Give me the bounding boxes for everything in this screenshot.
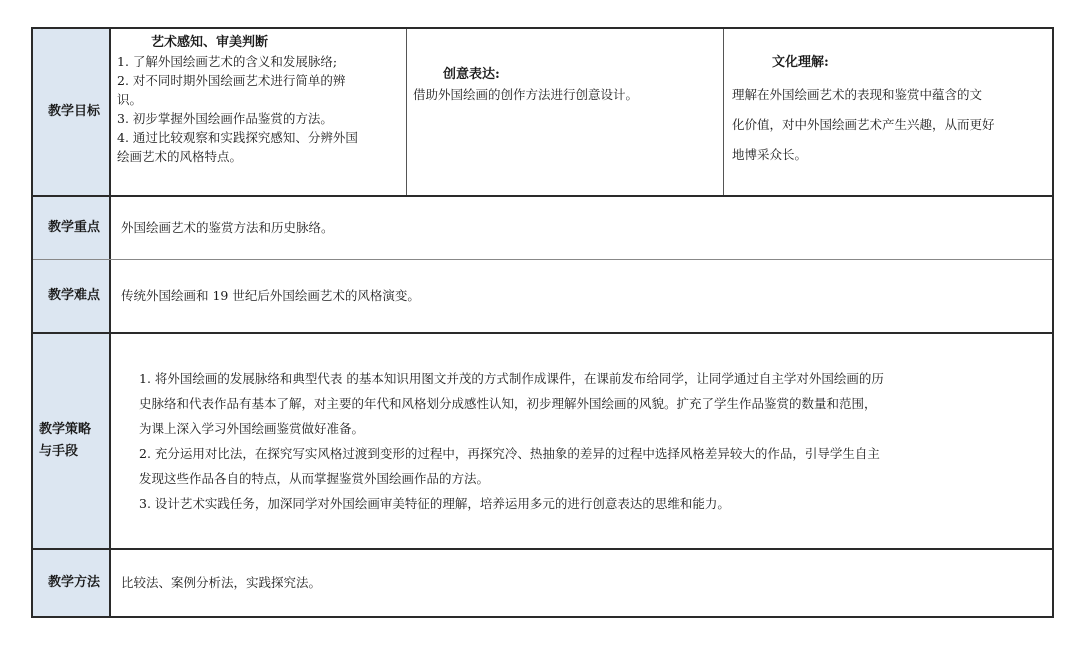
creative-objective-cell — [407, 29, 724, 195]
aesthetic-line: 1. 了解外国绘画艺术的含义和发展脉络; — [117, 54, 338, 69]
strategy-label-line: 教学策略 — [39, 422, 92, 437]
aesthetic-objectives-cell — [111, 29, 407, 195]
difficulties-text: 传统外国绘画和 19 世纪后外国绘画艺术的风格演变。 — [121, 288, 420, 303]
creative-text: 借助外国绘画的创作方法进行创意设计。 — [413, 87, 639, 102]
creative-heading: 创意表达: — [443, 67, 500, 82]
strategy-line: 史脉络和代表作品有基本了解，对主要的年代和风格划分成感性认知，初步理解外国绘画的风貌。扩充了学生作品鉴赏的数量和范围， — [139, 396, 877, 411]
key-points-row — [33, 197, 1052, 259]
objectives-row — [33, 29, 1052, 195]
aesthetic-line: 识。 — [117, 92, 143, 107]
cultural-line: 理解在外国绘画艺术的表现和鉴赏中蕴含的文 — [732, 87, 983, 102]
objectives-label: 教学目标 — [33, 29, 111, 195]
aesthetic-line: 绘画艺术的风格特点。 — [117, 149, 243, 164]
strategy-line: 为课上深入学习外国绘画鉴赏做好准备。 — [139, 421, 365, 436]
cultural-line: 化价值，对中外国绘画艺术产生兴趣，从而更好 — [732, 117, 995, 132]
strategy-row — [33, 334, 1052, 548]
difficulties-label: 教学难点 — [33, 260, 111, 332]
methods-label: 教学方法 — [33, 550, 111, 616]
strategy-line: 2. 充分运用对比法，在探究写实风格过渡到变形的过程中，再探究冷、热抽象的差异的过程中选择风格差异较大的作品，引导学生自主 — [139, 446, 880, 461]
strategy-line: 发现这些作品各自的特点，从而掌握鉴赏外国绘画作品的方法。 — [139, 471, 490, 486]
key-points-text: 外国绘画艺术的鉴赏方法和历史脉络。 — [121, 220, 334, 235]
lesson-plan-table — [31, 27, 1054, 618]
aesthetic-line: 4. 通过比较观察和实践探究感知、分辨外国 — [117, 130, 358, 145]
aesthetic-heading: 艺术感知、审美判断 — [151, 35, 269, 50]
key-points-label: 教学重点 — [33, 197, 111, 259]
methods-text: 比较法、案例分析法，实践探究法。 — [121, 575, 322, 590]
strategy-line: 3. 设计艺术实践任务，加深同学对外国绘画审美特征的理解，培养运用多元的进行创意表达的思维和能力。 — [139, 496, 730, 511]
methods-row — [33, 550, 1052, 616]
difficulties-row — [33, 260, 1052, 332]
cultural-heading: 文化理解: — [772, 55, 829, 70]
strategy-label-line: 与手段 — [39, 444, 79, 459]
cultural-line: 地博采众长。 — [732, 147, 808, 162]
strategy-line: 1. 将外国绘画的发展脉络和典型代表 的基本知识用图文并茂的方式制作成课件，在课前发布给同学，让同学通过自主学对外国绘画的历 — [139, 371, 884, 386]
aesthetic-line: 3. 初步掌握外国绘画作品鉴赏的方法。 — [117, 111, 333, 126]
strategy-content — [111, 334, 1052, 548]
strategy-label — [33, 334, 111, 548]
cultural-objective-cell — [724, 29, 1052, 195]
aesthetic-line: 2. 对不同时期外国绘画艺术进行简单的辨 — [117, 73, 346, 88]
